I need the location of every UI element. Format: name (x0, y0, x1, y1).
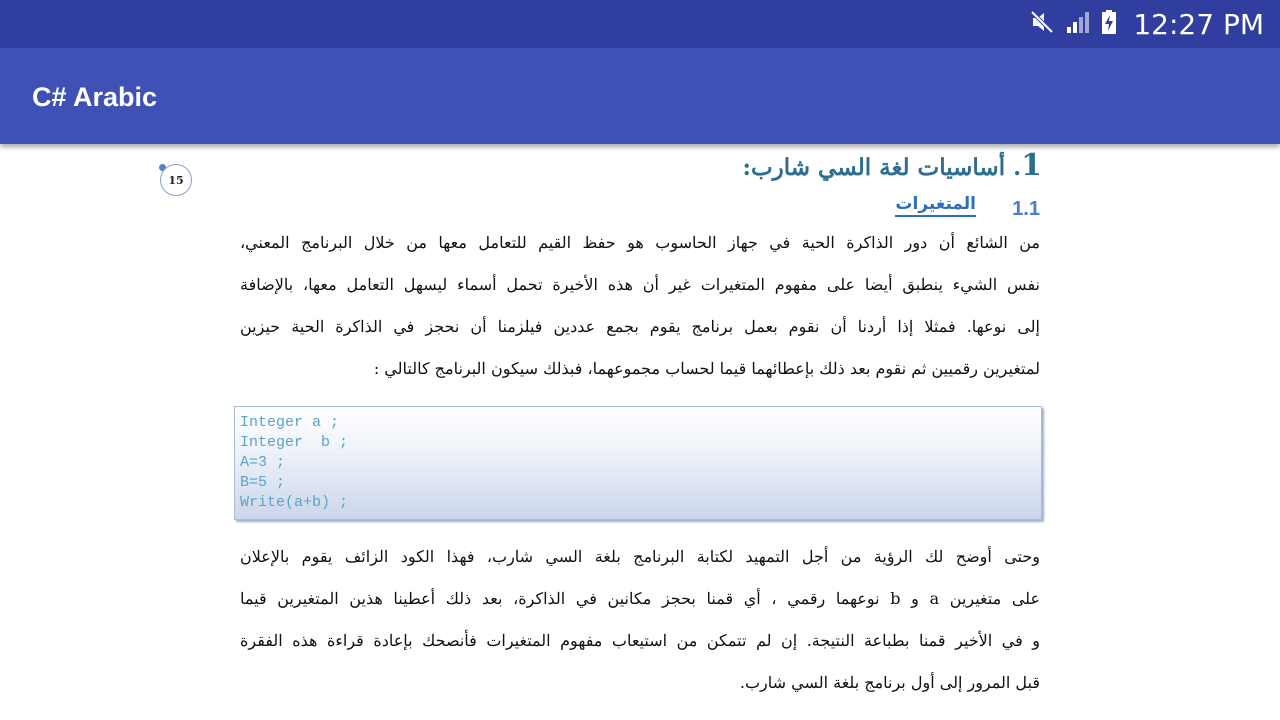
paragraph-line: لمتغيرين رقميين ثم نقوم بعد ذلك بإعطائهما قيما لحساب مجموعهما، فبذلك سيكون البرنامج كالتالي : (373, 359, 1040, 378)
paragraph-line: إلى نوعها. فمثلا إذا أردنا أن نقوم بعمل برنامج يقوم بجمع عددين فيلزمنا أن نحجز في الذاكرة الحية حيزين (240, 317, 1040, 336)
signal-icon (1065, 9, 1091, 39)
code-line: B=5 ; (240, 474, 286, 491)
code-line: A=3 ; (240, 454, 286, 471)
battery-charging-icon (1101, 9, 1117, 39)
subsection-title: المتغيرات (895, 194, 976, 217)
paragraph-line: و في الأخير قمنا بطباعة النتيجة. إن لم تتمكن من استيعاب مفهوم المتغيرات فأنصحك بإعادة قراءة هذه الفقرة (240, 631, 1040, 650)
paragraph-explanation (240, 536, 1040, 704)
code-block (234, 406, 1042, 520)
status-bar (0, 0, 1280, 48)
paragraph-line: قبل المرور إلى أول برنامج بلغة السي شارب. (739, 673, 1040, 692)
app-bar (0, 48, 1280, 144)
code-line: Write(a+b) ; (240, 494, 349, 511)
paragraph-line: نفس الشيء ينطبق أيضا على مفهوم المتغيرات غير أن هذه الأخيرة تحمل أسماء ليسهل التعامل معها، بالإضافة (240, 275, 1040, 294)
status-icons (1029, 0, 1264, 48)
code-line: Integer a ; (240, 414, 340, 431)
paragraph-intro (240, 222, 1040, 390)
document-page[interactable] (0, 144, 1280, 720)
subsection-number: 1.1 (1012, 198, 1040, 220)
section-heading-text: . أساسيات لغة السي شارب: (742, 154, 1022, 181)
app-title: C# Arabic (32, 82, 158, 112)
paragraph-line: من الشائع أن دور الذاكرة الحية في جهاز الحاسوب هو حفظ القيم للتعامل معها من خلال البرنامج المعني، (240, 233, 1040, 252)
mute-icon (1029, 9, 1055, 39)
section-heading (742, 148, 1042, 183)
page-number-badge: 15 (160, 164, 192, 196)
status-time: 12:27 PM (1133, 7, 1264, 41)
section-heading-number: 1 (1021, 148, 1042, 183)
code-line: Integer b ; (240, 434, 349, 451)
paragraph-line: وحتى أوضح لك الرؤية من أجل التمهيد لكتابة البرنامج بلغة السي شارب، فهذا الكود الزائف يقوم بالإعلان (240, 547, 1040, 566)
paragraph-line: على متغيرين a و b نوعهما رقمي ، أي قمنا بحجز مكانين في الذاكرة، بعد ذلك أعطينا هذين المتغيرين قيما (240, 589, 1040, 608)
